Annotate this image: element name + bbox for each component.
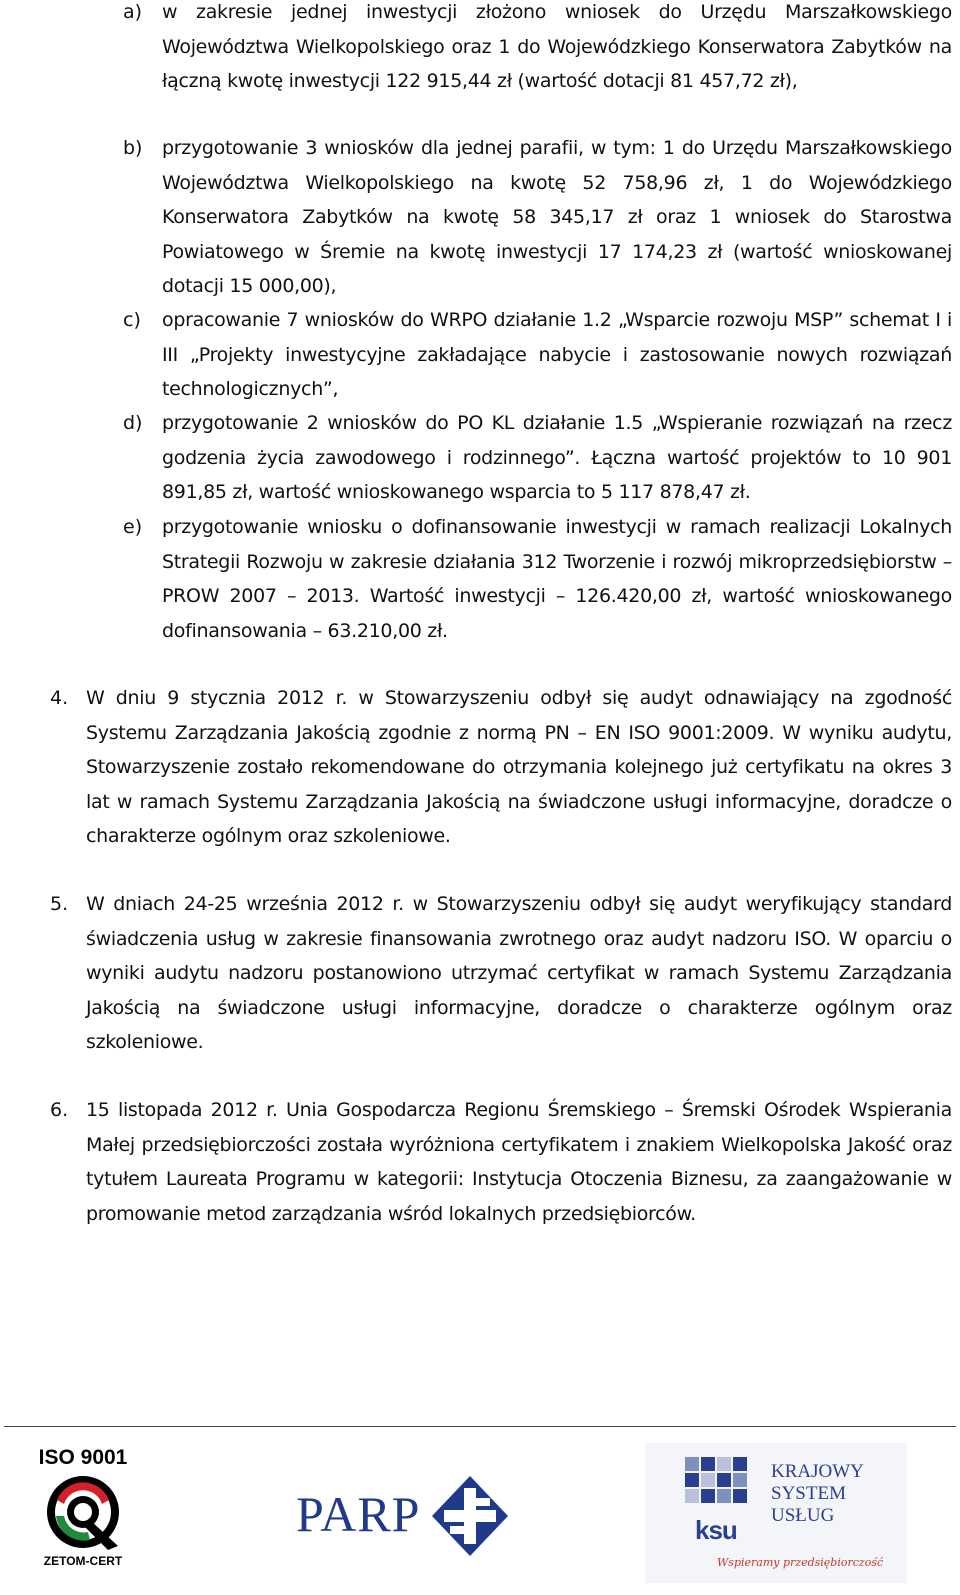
- ksu-line-3: USŁUG: [771, 1505, 835, 1526]
- list-item-5: W dniach 24-25 września 2012 r. w Stowarzyszeniu odbył się audyt weryfikujący standard świadczenia usług w zakresie finansowania zwrotnego oraz audyt nadzoru ISO. W oparciu o wyniki audytu nadzoru postanowiono utrzymać certyfikat w ramach Systemu Zarządzania Jakością na świadczone usługi informacyjne, doradcze o charakterze ogólnym oraz szkoleniowe.: [86, 893, 952, 1054]
- ksu-grid-icon: [685, 1457, 755, 1517]
- ksu-logo-name: [771, 1461, 864, 1527]
- iso-9001-logo: [28, 1446, 138, 1572]
- ksu-logo-abbr: ksu: [695, 1515, 737, 1545]
- list-item-d: przygotowanie 2 wniosków do PO KL działanie 1.5 „Wspieranie rozwiązań na rzecz godzenia życia zawodowego i rodzinnego”. Łączna wartość projektów to 10 901 891,85 zł, wartość wnioskowanego wsparcia to 5 117 878,47 zł.: [162, 412, 952, 504]
- parp-logo: [296, 1474, 516, 1558]
- list-marker: 5.: [50, 893, 69, 915]
- list-marker: d): [123, 412, 143, 434]
- list-item-4: W dniu 9 stycznia 2012 r. w Stowarzyszeniu odbył się audyt odnawiający na zgodność Systemu Zarządzania Jakością zgodnie z normą PN – EN ISO 9001:2009. W wyniku audytu, Stowarzyszenie zostało rekomendowane do otrzymania kolejnego już certyfikatu na okres 3 lat w ramach Systemu Zarządzania Jakością na świadczone usługi informacyjne, doradcze o charakterze ogólnym oraz szkoleniowe.: [86, 687, 952, 848]
- list-item-b: przygotowanie 3 wniosków dla jednej parafii, w tym: 1 do Urzędu Marszałkowskiego Województwa Wielkopolskiego na kwotę 52 758,96 zł, 1 do Wojewódzkiego Konserwatora Zabytków na kwotę 58 345,17 zł oraz 1 wniosek do Starostwa Powiatowego w Śremie na kwotę inwestycji 17 174,23 zł (wartość wnioskowanej dotacji 15 000,00),: [162, 137, 952, 298]
- parp-logo-text: PARP: [296, 1486, 421, 1542]
- list-marker: c): [123, 309, 141, 331]
- list-marker: b): [123, 137, 143, 159]
- iso-ring-icon: [28, 1470, 138, 1554]
- list-marker: e): [123, 516, 143, 538]
- ksu-line-2: SYSTEM: [771, 1483, 846, 1504]
- ksu-line-1: KRAJOWY: [771, 1461, 864, 1482]
- list-item-e: przygotowanie wniosku o dofinansowanie inwestycji w ramach realizacji Lokalnych Strategii Rozwoju w zakresie działania 312 Tworzenie i rozwój mikroprzedsiębiorstw – PROW 2007 – 2013. Wartość inwestycji – 126.420,00 zł, wartość wnioskowanego dofinansowania – 63.210,00 zł.: [162, 516, 952, 642]
- ksu-logo: [645, 1443, 907, 1583]
- ksu-logo-slogan: Wspieramy przedsiębiorczość: [717, 1556, 884, 1569]
- list-item-6: 15 listopada 2012 r. Unia Gospodarcza Regionu Śremskiego – Śremski Ośrodek Wspierania Małej przedsiębiorczości została wyróżniona certyfikatem i znakiem Wielkopolska Jakość oraz tytułem Laureata Programu w kategorii: Instytucja Otoczenia Biznesu, za zaangażowanie w promowanie metod zarządzania wśród lokalnych przedsiębiorców.: [86, 1099, 952, 1225]
- iso-logo-subtitle: ZETOM-CERT: [43, 1554, 123, 1568]
- list-marker: a): [123, 1, 143, 23]
- parp-emblem-icon: [430, 1474, 510, 1558]
- iso-logo-title: ISO 9001: [38, 1446, 128, 1469]
- list-item-c: opracowanie 7 wniosków do WRPO działanie 1.2 „Wsparcie rozwoju MSP” schemat I i III „Projekty inwestycyjne zakładające nabycie i zastosowanie nowych rozwiązań technologicznych”,: [162, 309, 952, 401]
- list-item-a: w zakresie jednej inwestycji złożono wniosek do Urzędu Marszałkowskiego Województwa Wielkopolskiego oraz 1 do Wojewódzkiego Konserwatora Zabytków na łączną kwotę inwestycji 122 915,44 zł (wartość dotacji 81 457,72 zł),: [162, 1, 952, 93]
- footer-divider: [4, 1426, 956, 1427]
- list-marker: 4.: [50, 687, 69, 709]
- list-marker: 6.: [50, 1099, 69, 1121]
